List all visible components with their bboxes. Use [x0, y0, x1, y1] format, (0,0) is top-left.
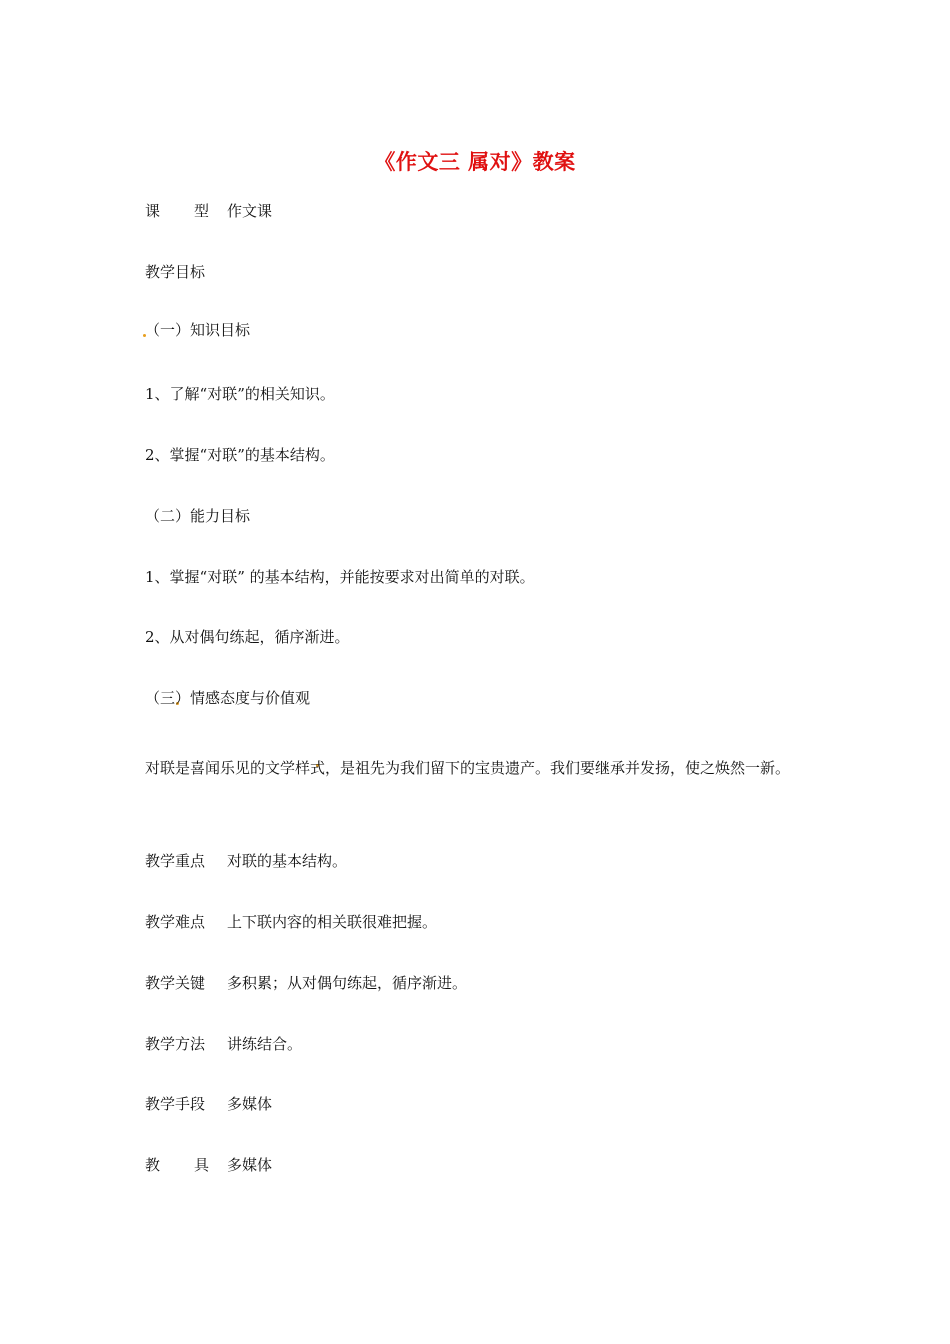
course-type-label — [145, 201, 227, 221]
method-label: 教学方法 — [145, 1035, 206, 1053]
method-value: 讲练结合。 — [227, 1035, 303, 1053]
key-point-value: 对联的基本结构。 — [227, 852, 348, 870]
tools-label — [145, 1155, 227, 1175]
difficulty-value: 上下联内容的相关联很难把握。 — [227, 913, 438, 931]
course-type-row — [145, 201, 272, 221]
tools-row — [145, 1155, 272, 1175]
knowledge-heading: （一）知识目标 — [145, 321, 251, 339]
knowledge-item-1: 1、了解“对联”的相关知识。 — [145, 385, 335, 403]
key-label: 教学关键 — [145, 974, 206, 992]
course-type-label-char-1: 课 — [145, 202, 161, 220]
difficulty-label: 教学难点 — [145, 913, 206, 931]
key-point-label: 教学重点 — [145, 852, 206, 870]
key-value: 多积累；从对偶句练起，循序渐进。 — [227, 974, 468, 992]
emotion-heading: （三）情感态度与价值观 — [145, 689, 311, 707]
tools-label-char-1: 教 — [145, 1156, 161, 1174]
ability-heading: （二）能力目标 — [145, 507, 251, 525]
means-value: 多媒体 — [227, 1095, 273, 1113]
ability-item-2: 2、从对偶句练起，循序渐进。 — [145, 628, 350, 646]
tools-value: 多媒体 — [227, 1156, 273, 1174]
method-row — [145, 1034, 302, 1054]
ability-item-1: 1、掌握“对联” 的基本结构，并能按要求对出简单的对联。 — [145, 568, 535, 586]
objectives-heading: 教学目标 — [145, 263, 206, 281]
course-type-value: 作文课 — [227, 202, 273, 220]
key-point-row — [145, 851, 347, 871]
difficulty-row — [145, 912, 437, 932]
means-label: 教学手段 — [145, 1095, 206, 1113]
means-row — [145, 1094, 272, 1114]
page-title: 《作文三 属对》教案 — [374, 150, 576, 174]
key-row — [145, 973, 467, 993]
emotion-paragraph: 对联是喜闻乐见的文学样式，是祖先为我们留下的宝贵遗产。我们要继承并发扬，使之焕然一新。 — [145, 759, 791, 777]
tools-label-char-2: 具 — [194, 1156, 210, 1174]
course-type-label-char-2: 型 — [194, 202, 210, 220]
knowledge-item-2: 2、掌握“对联”的基本结构。 — [145, 446, 335, 464]
